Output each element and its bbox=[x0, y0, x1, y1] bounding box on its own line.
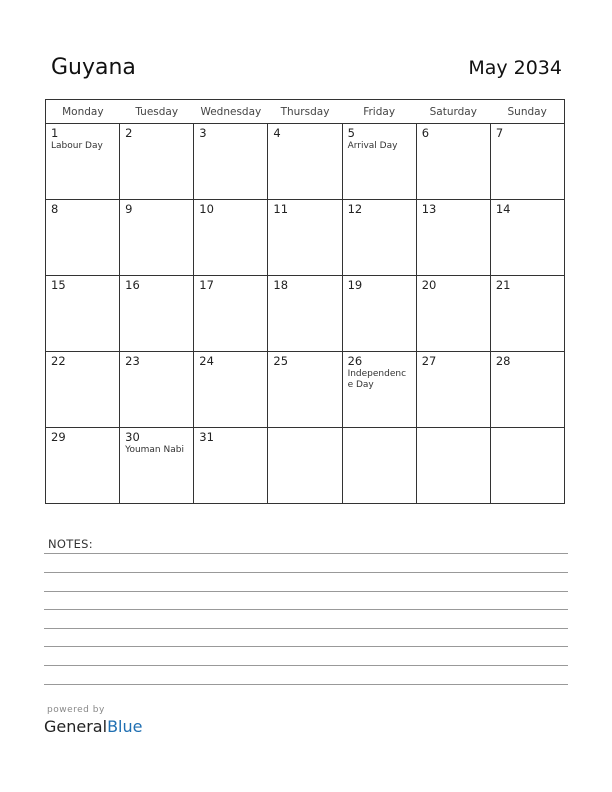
day-cell bbox=[268, 124, 342, 200]
day-cell bbox=[46, 124, 120, 200]
holiday-label: Arrival Day bbox=[347, 141, 398, 151]
week-row bbox=[46, 124, 565, 200]
day-number: 22 bbox=[51, 354, 66, 368]
day-cell bbox=[416, 352, 490, 428]
week-row bbox=[46, 352, 565, 428]
weekday-header-row bbox=[46, 100, 565, 124]
day-cell bbox=[268, 276, 342, 352]
day-number: 30 bbox=[125, 430, 140, 444]
day-number: 4 bbox=[273, 126, 281, 140]
day-number: 1 bbox=[51, 126, 59, 140]
weekday-header: Wednesday bbox=[194, 100, 268, 124]
country-title: Guyana bbox=[51, 55, 136, 80]
day-cell bbox=[46, 428, 120, 504]
weekday-header: Monday bbox=[46, 100, 120, 124]
weekday-header: Tuesday bbox=[120, 100, 194, 124]
week-row bbox=[46, 428, 565, 504]
week-row bbox=[46, 276, 565, 352]
weekday-header: Saturday bbox=[416, 100, 490, 124]
day-number: 12 bbox=[347, 202, 363, 216]
day-cell bbox=[120, 428, 194, 504]
day-cell bbox=[416, 428, 490, 504]
day-cell bbox=[194, 352, 268, 428]
day-number: 23 bbox=[125, 354, 140, 368]
day-cell bbox=[416, 200, 490, 276]
day-number: 5 bbox=[347, 126, 355, 140]
day-cell bbox=[46, 276, 120, 352]
day-number: 8 bbox=[51, 202, 59, 216]
day-number: 13 bbox=[421, 202, 437, 216]
day-number: 24 bbox=[199, 354, 214, 368]
day-number: 31 bbox=[199, 430, 214, 444]
notes-label: NOTES: bbox=[48, 537, 93, 551]
note-line bbox=[44, 572, 568, 573]
day-number: 28 bbox=[495, 354, 511, 368]
day-cell bbox=[46, 200, 120, 276]
note-line bbox=[44, 665, 568, 666]
holiday-label: Youman Nabi bbox=[125, 445, 184, 455]
day-number: 21 bbox=[495, 278, 511, 292]
day-cell bbox=[342, 428, 416, 504]
day-cell bbox=[342, 276, 416, 352]
month-year-title: May 2034 bbox=[468, 57, 562, 79]
day-cell bbox=[120, 276, 194, 352]
day-cell bbox=[342, 200, 416, 276]
holiday-label: Labour Day bbox=[51, 141, 103, 151]
day-cell bbox=[120, 352, 194, 428]
day-number: 16 bbox=[125, 278, 140, 292]
note-line bbox=[44, 646, 568, 647]
day-cell bbox=[268, 352, 342, 428]
day-cell bbox=[490, 428, 564, 504]
day-cell bbox=[268, 200, 342, 276]
calendar-grid bbox=[45, 99, 565, 504]
day-number: 17 bbox=[199, 278, 214, 292]
generalblue-logo[interactable] bbox=[44, 717, 142, 736]
day-cell bbox=[46, 352, 120, 428]
day-number: 14 bbox=[495, 202, 511, 216]
powered-by-text: powered by bbox=[47, 705, 105, 715]
day-cell bbox=[194, 200, 268, 276]
day-number: 19 bbox=[347, 278, 363, 292]
day-number: 26 bbox=[347, 354, 363, 368]
day-cell bbox=[342, 352, 416, 428]
note-line bbox=[44, 684, 568, 685]
day-number: 18 bbox=[273, 278, 289, 292]
day-cell bbox=[120, 124, 194, 200]
day-cell bbox=[490, 124, 564, 200]
day-cell bbox=[490, 200, 564, 276]
day-cell bbox=[194, 124, 268, 200]
note-line bbox=[44, 591, 568, 592]
day-cell bbox=[342, 124, 416, 200]
day-number: 11 bbox=[273, 202, 289, 216]
weekday-header: Friday bbox=[342, 100, 416, 124]
day-cell bbox=[194, 428, 268, 504]
day-cell bbox=[268, 428, 342, 504]
weekday-header: Thursday bbox=[268, 100, 342, 124]
day-number: 10 bbox=[199, 202, 214, 216]
note-line bbox=[44, 553, 568, 554]
day-number: 6 bbox=[421, 126, 430, 140]
brand-general: General bbox=[44, 717, 108, 736]
note-line bbox=[44, 609, 568, 610]
day-number: 20 bbox=[421, 278, 437, 292]
holiday-label: Independence Day bbox=[347, 369, 407, 390]
day-cell bbox=[194, 276, 268, 352]
day-cell bbox=[490, 352, 564, 428]
day-number: 29 bbox=[51, 430, 66, 444]
day-number: 27 bbox=[421, 354, 437, 368]
brand-blue: Blue bbox=[107, 717, 143, 736]
note-line bbox=[44, 628, 568, 629]
day-number: 2 bbox=[125, 126, 133, 140]
day-number: 9 bbox=[125, 202, 133, 216]
day-cell bbox=[120, 200, 194, 276]
day-number: 25 bbox=[273, 354, 289, 368]
day-cell bbox=[416, 124, 490, 200]
day-number: 3 bbox=[199, 126, 207, 140]
day-number: 7 bbox=[495, 126, 504, 140]
weekday-header: Sunday bbox=[490, 100, 564, 124]
day-cell bbox=[490, 276, 564, 352]
week-row bbox=[46, 200, 565, 276]
day-cell bbox=[416, 276, 490, 352]
day-number: 15 bbox=[51, 278, 66, 292]
